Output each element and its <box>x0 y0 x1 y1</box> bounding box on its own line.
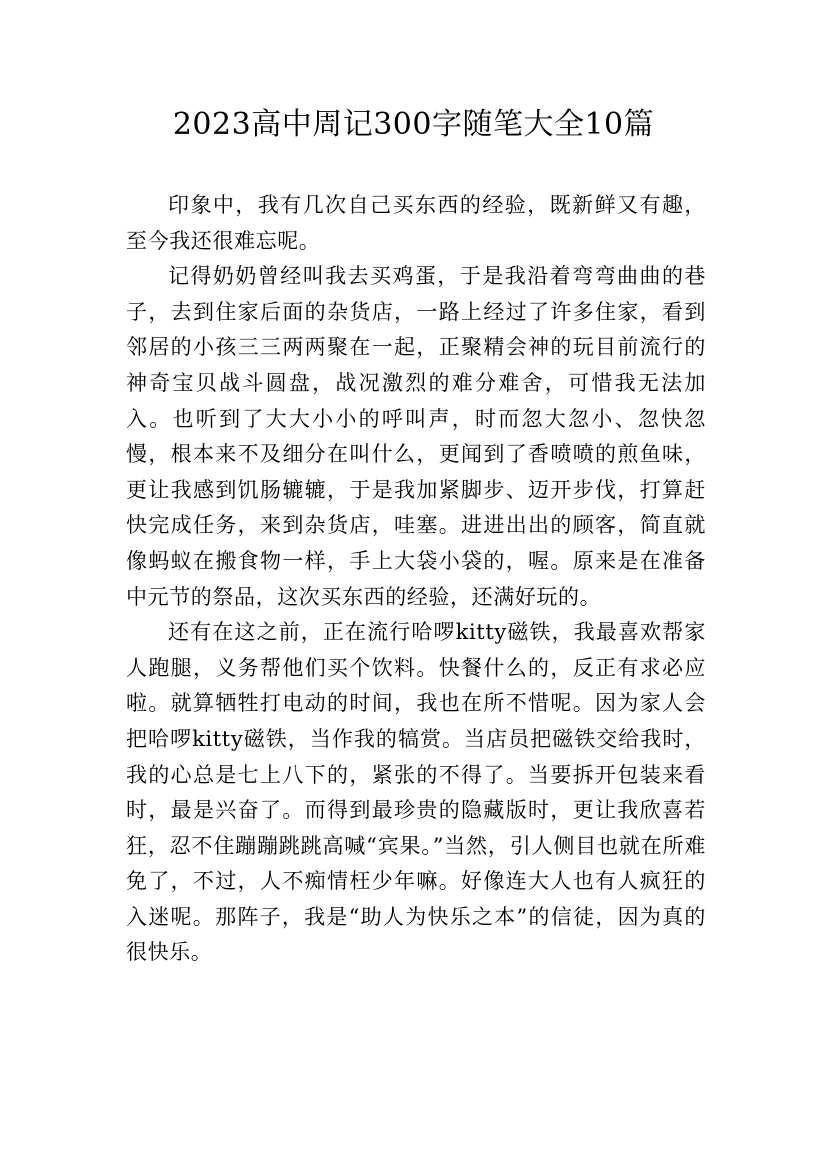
paragraph-3: 还有在这之前，正在流行哈啰kitty磁铁，我最喜欢帮家人跑腿，义务帮他们买个饮料。快餐什么的，反正有求必应啦。就算牺牲打电动的时间，我也在所不惜呢。因为家人会把哈啰kitty磁铁，当作我的犒赏。当店员把磁铁交给我时，我的心总是七上八下的，紧张的不得了。当要拆开包装来看时，最是兴奋了。而得到最珍贵的隐藏版时，更让我欣喜若狂，忍不住蹦蹦跳跳高喊“宾果。”当然，引人侧目也就在所难免了，不过，人不痴情枉少年嘛。好像连大人也有人疯狂的入迷呢。那阵子，我是“助人为快乐之本”的信徒，因为真的很快乐。 <box>126 620 706 965</box>
document-body <box>126 188 706 971</box>
paragraph-2: 记得奶奶曾经叫我去买鸡蛋，于是我沿着弯弯曲曲的巷子，去到住家后面的杂货店，一路上经过了许多住家，看到邻居的小孩三三两两聚在一起，正聚精会神的玩目前流行的神奇宝贝战斗圆盘，战况激烈的难分难舍，可惜我无法加入。也听到了大大小小的呼叫声，时而忽大忽小、忽快忽慢，根本来不及细分在叫什么，更闻到了香喷喷的煎鱼味，更让我感到饥肠辘辘，于是我加紧脚步、迈开步伐，打算赶快完成任务，来到杂货店，哇塞。进进出出的顾客，简直就像蚂蚁在搬食物一样，手上大袋小袋的，喔。原来是在准备中元节的祭品，这次买东西的经验，还满好玩的。 <box>126 264 706 609</box>
paragraph-1: 印象中，我有几次自己买东西的经验，既新鲜又有趣，至今我还很难忘呢。 <box>126 193 706 253</box>
document-title: 2023高中周记300字随笔大全10篇 <box>172 107 655 142</box>
